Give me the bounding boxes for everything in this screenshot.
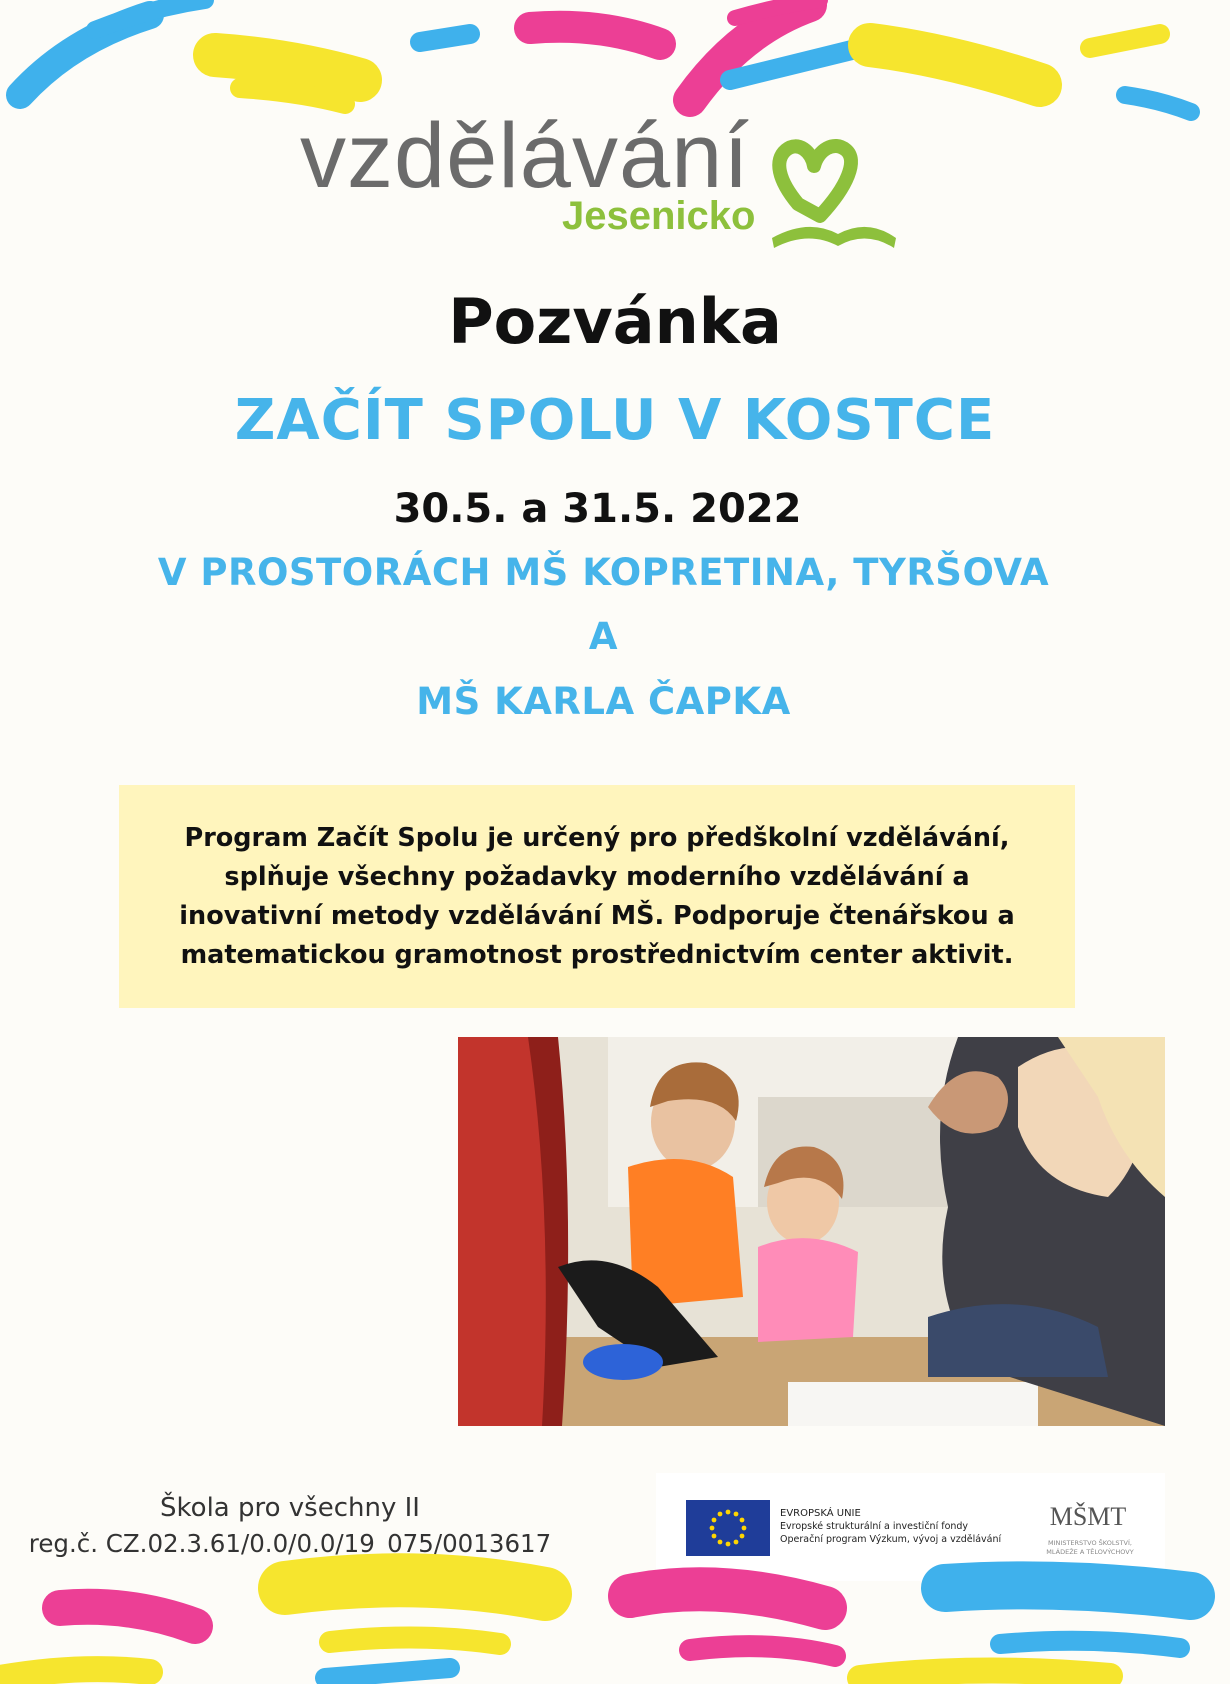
description-line: splňuje všechny požadavky moderního vzdělávání a <box>224 862 970 892</box>
bottom-brush-decoration <box>0 1560 1191 1684</box>
description-line: matematickou gramotnost prostřednictvím center aktivit. <box>180 940 1014 970</box>
eu-title: EVROPSKÁ UNIE <box>780 1508 861 1519</box>
registration-number: reg.č. CZ.02.3.61/0.0/0.0/19_075/0013617 <box>28 1529 552 1558</box>
ministry-line-2: MLÁDEŽE A TĚLOVÝCHOVY <box>1046 1548 1134 1556</box>
venue-line-1: V PROSTORÁCH MŠ KOPRETINA, TYRŠOVA <box>157 551 1050 594</box>
event-dates: 30.5. a 31.5. 2022 <box>393 486 802 532</box>
ministry-line-1: MINISTERSTVO ŠKOLSTVÍ, <box>1048 1539 1132 1547</box>
page-title: Pozvánka <box>448 285 782 358</box>
msmt-logo <box>1026 1493 1154 1565</box>
vzdelavani-jesenicko-logo <box>300 105 900 270</box>
venue-line-2: A <box>588 615 619 658</box>
eu-fund: Evropské strukturální a investiční fondy <box>780 1521 969 1532</box>
program-name-heading: ZAČÍT SPOLU V KOSTCE <box>234 388 996 453</box>
heart-book-icon <box>768 130 898 256</box>
msmt-mark-text: MŠMT <box>1049 1502 1127 1531</box>
logo-wordmark: vzdělávání <box>300 105 750 207</box>
children-activity-photo <box>458 1037 1165 1426</box>
msmt-mark-icon <box>1049 1493 1127 1535</box>
description-line: Program Začít Spolu je určený pro předškolní vzdělávání, <box>184 823 1010 853</box>
eu-funding-text <box>780 1507 1020 1546</box>
eu-flag-icon <box>686 1500 770 1556</box>
project-name: Škola pro všechny II <box>160 1493 420 1523</box>
description-line: inovativní metody vzdělávání MŠ. Podporuje čtenářskou a <box>179 901 1015 931</box>
program-description-box <box>119 785 1075 1008</box>
project-footer <box>20 1491 560 1561</box>
logo-region: Jesenicko <box>562 194 756 238</box>
eu-program: Operační program Výzkum, vývoj a vzdělávání <box>780 1534 1002 1545</box>
venue-line-3: MŠ KARLA ČAPKA <box>416 680 791 723</box>
